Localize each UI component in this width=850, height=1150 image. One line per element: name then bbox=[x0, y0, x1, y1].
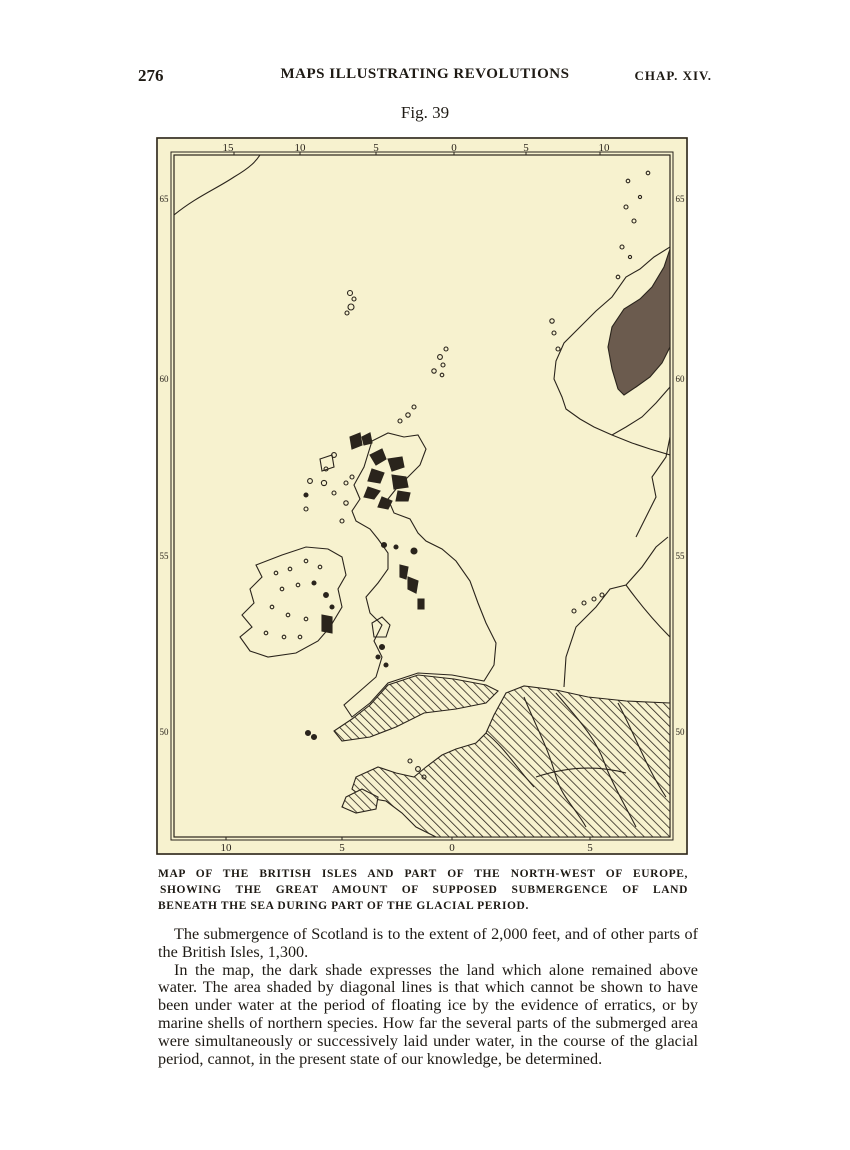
right-lat-50: 50 bbox=[675, 727, 685, 737]
page-number: 276 bbox=[138, 66, 164, 85]
right-lat-55: 55 bbox=[675, 551, 685, 561]
top-scale-5: 5 bbox=[373, 142, 379, 154]
caption-line-1: MAP OF THE BRITISH ISLES AND PART OF THE NORTH-WEST OF EUROPE, bbox=[158, 868, 688, 880]
chapter-label: CHAP. XIV. bbox=[634, 68, 712, 83]
left-lat-65: 65 bbox=[159, 194, 169, 204]
bottom-scale-0: 0 bbox=[449, 842, 455, 854]
bottom-scale-5: 5 bbox=[339, 842, 345, 854]
right-lat-65: 65 bbox=[675, 194, 685, 204]
figure-label: Fig. 39 bbox=[400, 103, 450, 122]
map-svg bbox=[156, 137, 688, 855]
top-scale-0: 0 bbox=[451, 142, 457, 154]
right-lat-60: 60 bbox=[675, 374, 685, 384]
left-lat-55: 55 bbox=[159, 551, 169, 561]
paragraph-2: In the map, the dark shade expresses the land which alone remained above water. The area shaded by diagonal lines is that which cannot be shown to have been under water at the period of floating ice by the evidence of erratics, or by marine shells of northern species. How far the several parts of the submerged area were simultaneously or successively laid under water, in the course of the glacial period, cannot, in the present state of our knowledge, be determined. bbox=[158, 960, 698, 1068]
body-text bbox=[158, 926, 698, 1068]
caption-line-3: BENEATH THE SEA DURING PART OF THE GLACIAL PERIOD. bbox=[158, 900, 529, 912]
bottom-scale-5e: 5 bbox=[587, 842, 593, 854]
top-scale-15: 15 bbox=[222, 142, 234, 154]
bottom-scale-10: 10 bbox=[220, 842, 232, 854]
map-figure bbox=[156, 137, 688, 855]
running-title: MAPS ILLUSTRATING REVOLUTIONS bbox=[280, 66, 570, 82]
figure-caption bbox=[158, 866, 688, 914]
paragraph-1: The submergence of Scotland is to the extent of 2,000 feet, and of other parts of the British Isles, 1,300. bbox=[158, 925, 698, 961]
top-scale-10e: 10 bbox=[598, 142, 610, 154]
page-header bbox=[138, 66, 712, 88]
caption-line-2: SHOWING THE GREAT AMOUNT OF SUPPOSED SUBMERGENCE OF LAND bbox=[160, 884, 688, 896]
top-scale-5e: 5 bbox=[523, 142, 529, 154]
left-lat-60: 60 bbox=[159, 374, 169, 384]
left-lat-50: 50 bbox=[159, 727, 169, 737]
top-scale-10: 10 bbox=[294, 142, 306, 154]
